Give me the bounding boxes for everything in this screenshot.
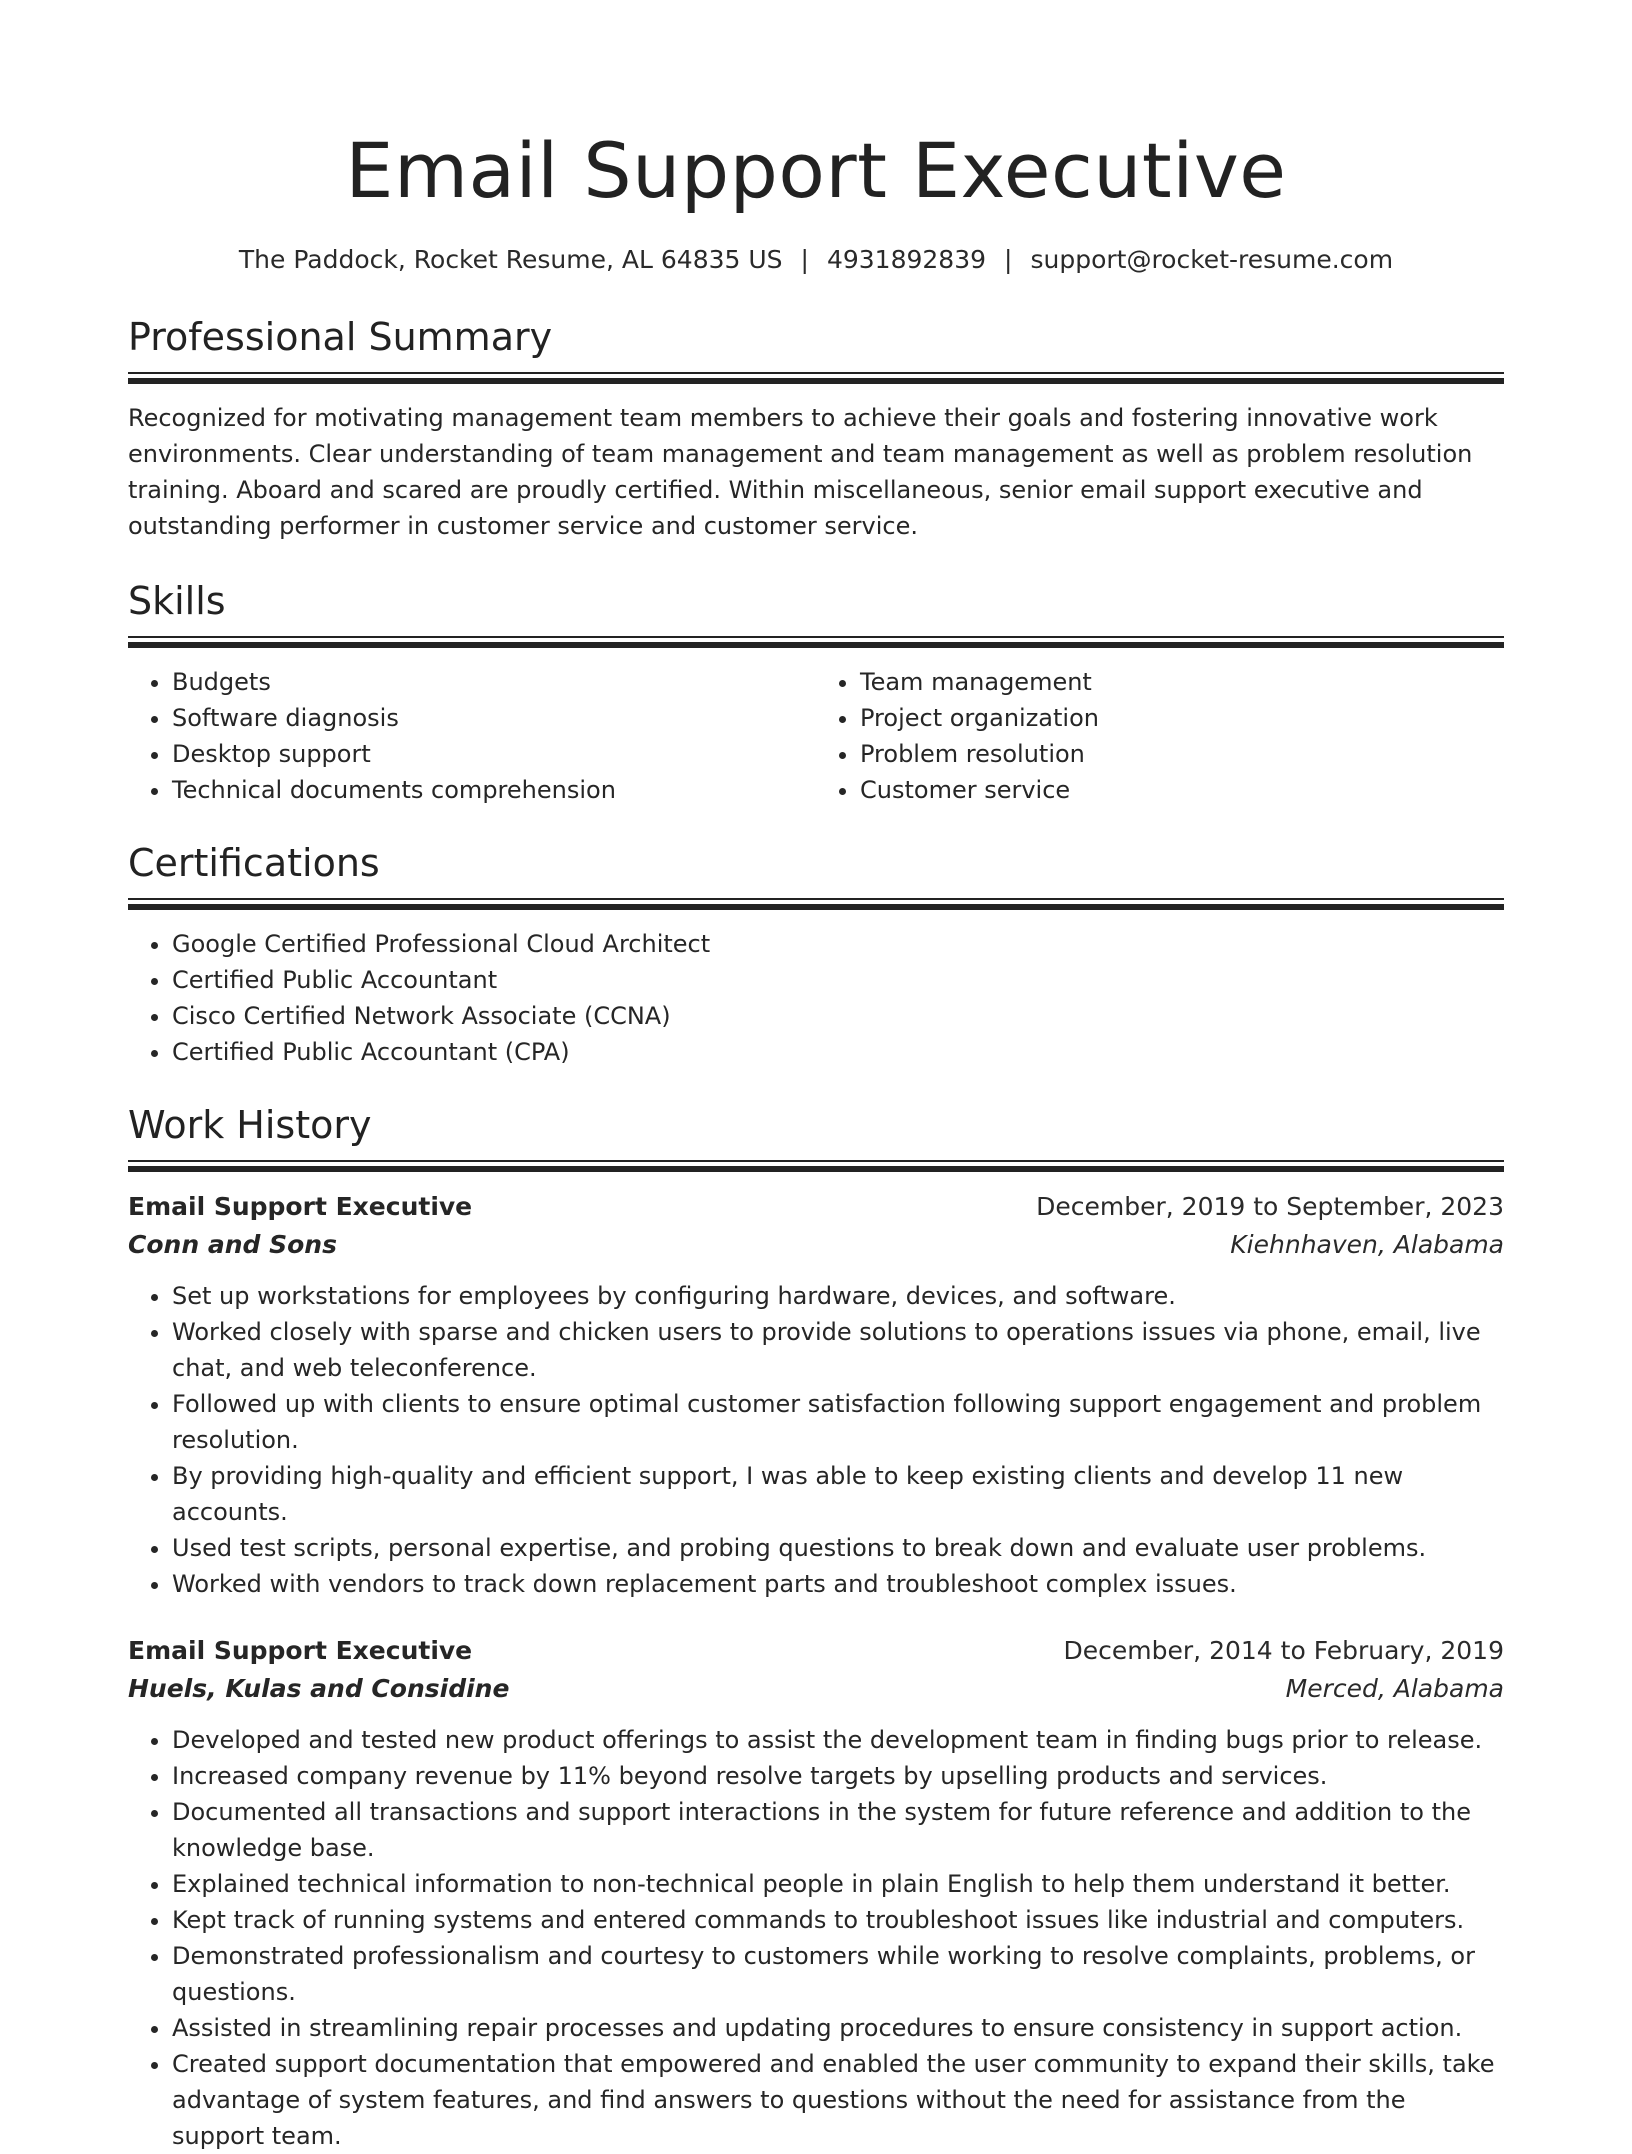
summary-section bbox=[128, 312, 1504, 544]
job-bullet: • Demonstrated professionalism and courtesy to customers while working to resolve complaints, problems, or questions. bbox=[172, 1938, 1504, 2010]
skills-list-right bbox=[816, 664, 1504, 808]
certification-item: • Cisco Certified Network Associate (CCNA) bbox=[172, 998, 1504, 1034]
job-header bbox=[128, 1188, 1504, 1226]
section-divider bbox=[128, 1160, 1504, 1172]
skills-list-left bbox=[128, 664, 816, 808]
contact-line bbox=[128, 242, 1504, 278]
work-history-section bbox=[128, 1100, 1504, 2154]
section-title-skills: Skills bbox=[128, 579, 226, 623]
contact-email: support@rocket-resume.com bbox=[1030, 245, 1394, 274]
section-divider bbox=[128, 636, 1504, 648]
job-bullets bbox=[128, 1722, 1504, 2154]
resume-name: Email Support Executive bbox=[345, 126, 1287, 215]
job-bullet: • Documented all transactions and support interactions in the system for future reference and addition to the knowledge base. bbox=[172, 1794, 1504, 1866]
skill-item: • Budgets bbox=[172, 664, 816, 700]
job-company: Huels, Kulas and Considine bbox=[128, 1674, 510, 1703]
job-entry bbox=[128, 1188, 1504, 1602]
job-bullet: • Created support documentation that empowered and enabled the user community to expand their skills, take advantage of system features, and find answers to questions without the need for assistance from the support team. bbox=[172, 2046, 1504, 2154]
skill-item: • Project organization bbox=[860, 700, 1504, 736]
job-bullet: • Kept track of running systems and entered commands to troubleshoot issues like industrial and computers. bbox=[172, 1902, 1504, 1938]
job-bullet: • Explained technical information to non-technical people in plain English to help them understand it better. bbox=[172, 1866, 1504, 1902]
job-title: Email Support Executive bbox=[128, 1636, 473, 1665]
section-title-certifications: Certifications bbox=[128, 841, 380, 885]
certification-item: • Certified Public Accountant bbox=[172, 962, 1504, 998]
certifications-section bbox=[128, 838, 1504, 1070]
job-bullet: • Worked with vendors to track down replacement parts and troubleshoot complex issues. bbox=[172, 1566, 1504, 1602]
section-title-summary: Professional Summary bbox=[128, 315, 553, 359]
job-subheader bbox=[128, 1670, 1504, 1708]
skills-columns bbox=[128, 664, 1504, 808]
skill-item: • Customer service bbox=[860, 772, 1504, 808]
job-header bbox=[128, 1632, 1504, 1670]
section-title-work-history: Work History bbox=[128, 1103, 372, 1147]
skill-item: • Team management bbox=[860, 664, 1504, 700]
job-title: Email Support Executive bbox=[128, 1192, 473, 1221]
job-bullet: • Set up workstations for employees by configuring hardware, devices, and software. bbox=[172, 1278, 1504, 1314]
job-subheader bbox=[128, 1226, 1504, 1264]
job-company: Conn and Sons bbox=[128, 1230, 337, 1259]
section-divider bbox=[128, 898, 1504, 910]
skill-item: • Problem resolution bbox=[860, 736, 1504, 772]
job-bullet: • Followed up with clients to ensure optimal customer satisfaction following support engagement and problem resolution. bbox=[172, 1386, 1504, 1458]
contact-separator: | bbox=[1004, 245, 1013, 274]
job-entry bbox=[128, 1632, 1504, 2154]
skill-item: • Technical documents comprehension bbox=[172, 772, 816, 808]
certification-item: • Certified Public Accountant (CPA) bbox=[172, 1034, 1504, 1070]
contact-address: The Paddock, Rocket Resume, AL 64835 US bbox=[238, 245, 783, 274]
skill-item: • Desktop support bbox=[172, 736, 816, 772]
job-bullets bbox=[128, 1278, 1504, 1602]
certification-item: • Google Certified Professional Cloud Architect bbox=[172, 926, 1504, 962]
job-bullet: • Used test scripts, personal expertise, and probing questions to break down and evaluate user problems. bbox=[172, 1530, 1504, 1566]
skill-item: • Software diagnosis bbox=[172, 700, 816, 736]
job-dates: December, 2014 to February, 2019 bbox=[1063, 1636, 1504, 1665]
skills-section bbox=[128, 576, 1504, 808]
contact-phone: 4931892839 bbox=[826, 245, 987, 274]
summary-text: Recognized for motivating management team members to achieve their goals and fostering innovative work environments. Clear understanding of team management and team management as well as problem resolution training. Aboard and scared are proudly certified. Within miscellaneous, senior email support executive and outstanding performer in customer service and customer service. bbox=[128, 404, 1473, 540]
job-dates: December, 2019 to September, 2023 bbox=[1036, 1192, 1504, 1221]
job-bullet: • Increased company revenue by 11% beyond resolve targets by upselling products and services. bbox=[172, 1758, 1504, 1794]
job-bullet: • Assisted in streamlining repair processes and updating procedures to ensure consistency in support action. bbox=[172, 2010, 1504, 2046]
contact-separator: | bbox=[800, 245, 809, 274]
certifications-list bbox=[128, 926, 1504, 1070]
job-bullet: • Developed and tested new product offerings to assist the development team in finding bugs prior to release. bbox=[172, 1722, 1504, 1758]
job-location: Merced, Alabama bbox=[1285, 1674, 1504, 1703]
job-location: Kiehnhaven, Alabama bbox=[1230, 1230, 1504, 1259]
job-bullet: • Worked closely with sparse and chicken users to provide solutions to operations issues via phone, email, live chat, and web teleconference. bbox=[172, 1314, 1504, 1386]
job-bullet: • By providing high-quality and efficient support, I was able to keep existing clients and develop 11 new accounts. bbox=[172, 1458, 1504, 1530]
section-divider bbox=[128, 372, 1504, 384]
